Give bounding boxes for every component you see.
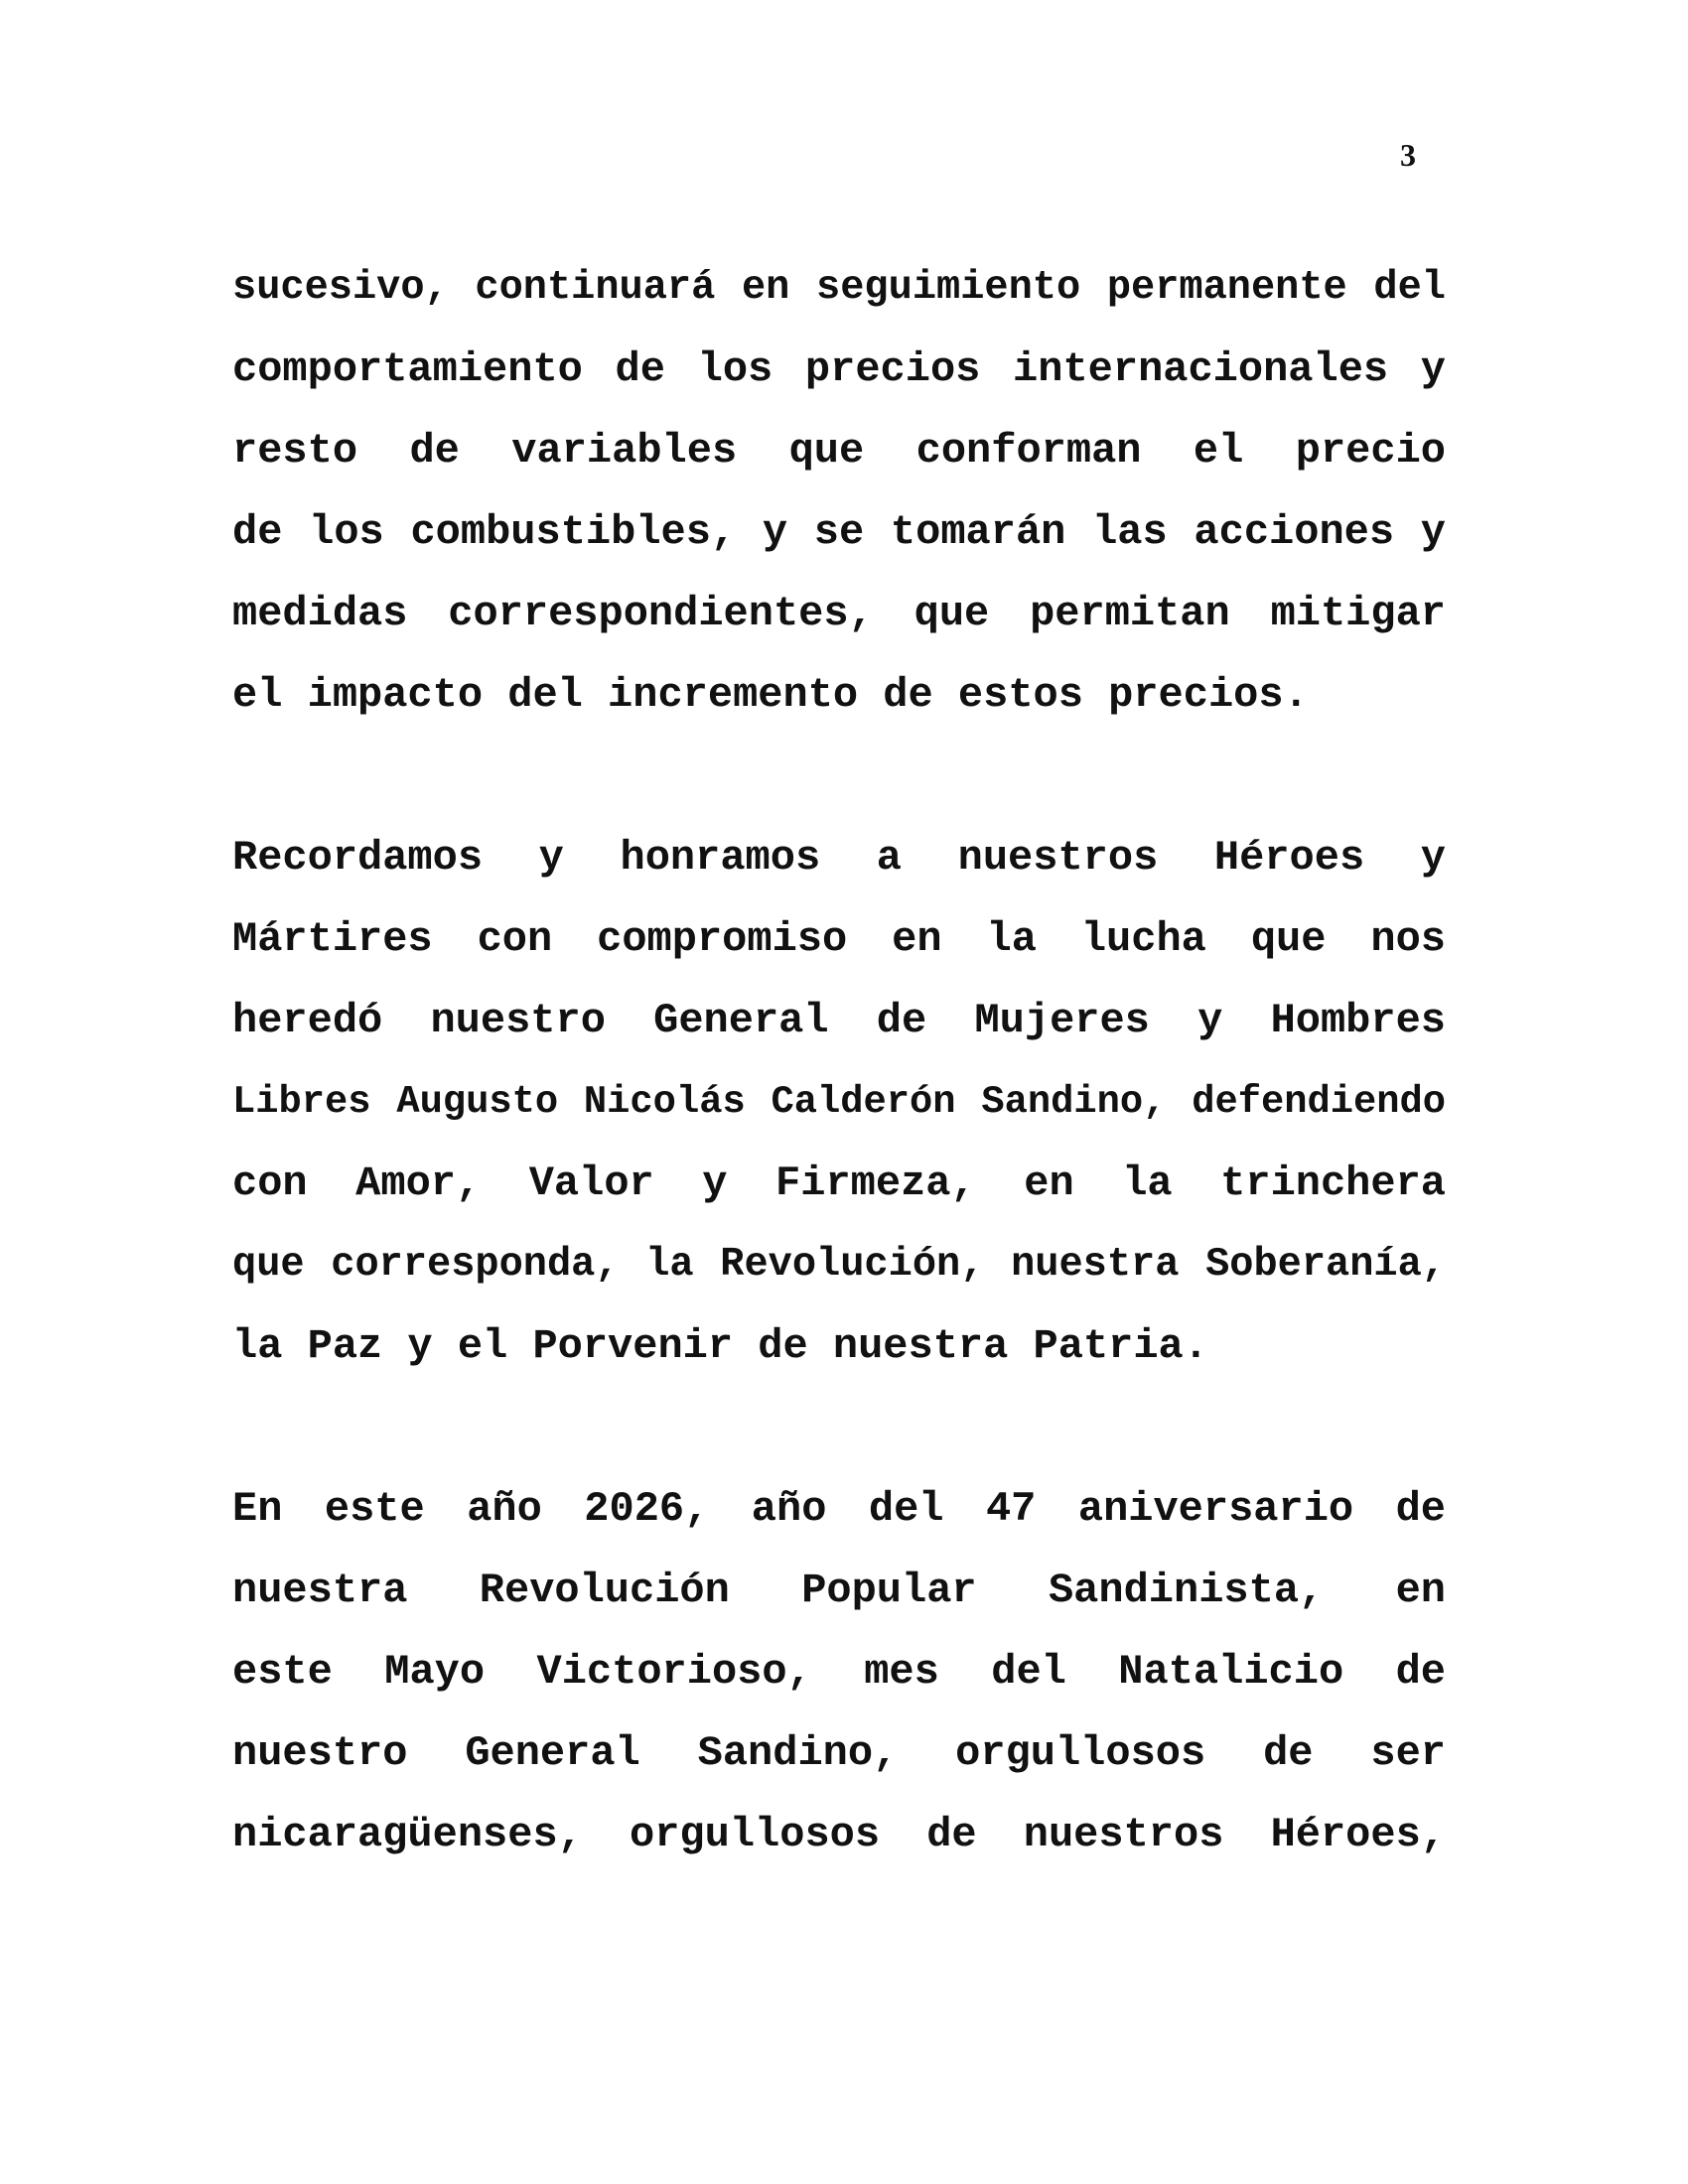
text-line: resto de variables que conforman el precio bbox=[232, 427, 1446, 475]
text-line: Recordamos y honramos a nuestros Héroes y bbox=[232, 834, 1446, 882]
text-line: nuestra Revolución Popular Sandinista, en bbox=[232, 1567, 1446, 1614]
text-line: heredó nuestro General de Mujeres y Hombres bbox=[232, 997, 1446, 1044]
text-line: comportamiento de los precios internacionales y bbox=[232, 345, 1446, 393]
paragraph-anniversary bbox=[232, 1468, 1446, 1875]
text-line: nuestro General Sandino, orgullosos de ser bbox=[232, 1729, 1446, 1777]
text-line: la Paz y el Porvenir de nuestra Patria. bbox=[232, 1322, 1208, 1370]
text-line: de los combustibles, y se tomarán las acciones y bbox=[232, 508, 1446, 556]
text-line: Libres Augusto Nicolás Calderón Sandino, defendiendo bbox=[232, 1080, 1446, 1124]
paragraph-heroes bbox=[232, 817, 1446, 1387]
text-line: En este año 2026, año del 47 aniversario de bbox=[232, 1485, 1446, 1533]
text-line: este Mayo Victorioso, mes del Natalicio de bbox=[232, 1648, 1446, 1696]
text-line: Mártires con compromiso en la lucha que nos bbox=[232, 915, 1446, 963]
text-line: el impacto del incremento de estos precios. bbox=[232, 671, 1309, 719]
text-line: con Amor, Valor y Firmeza, en la trinchera bbox=[232, 1160, 1446, 1207]
text-line: medidas correspondientes, que permitan mitigar bbox=[232, 590, 1446, 637]
page-number: 3 bbox=[1400, 137, 1416, 173]
text-line: que corresponda, la Revolución, nuestra Soberanía, bbox=[232, 1242, 1446, 1288]
paragraph-fuel-prices bbox=[232, 247, 1446, 736]
text-line: nicaragüenses, orgullosos de nuestros Héroes, bbox=[232, 1811, 1446, 1858]
text-line: sucesivo, continuará en seguimiento permanente del bbox=[232, 265, 1446, 311]
